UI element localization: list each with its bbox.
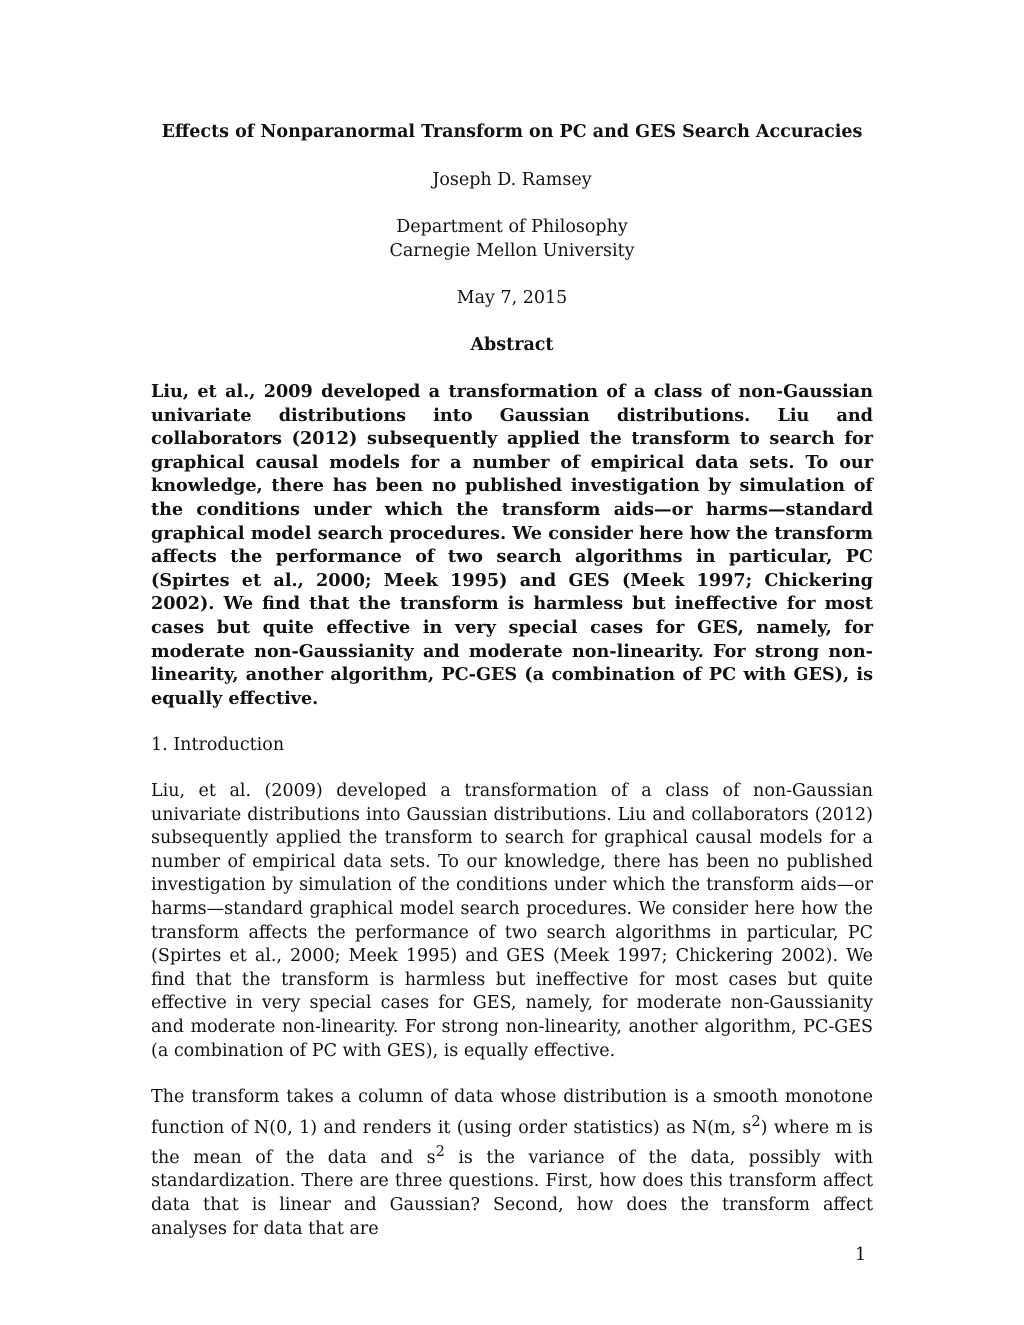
section-heading-introduction: 1. Introduction: [151, 735, 285, 755]
intro-paragraph-2-part3: is the variance of the data, possibly with standardization. There are three questions. First, how does this transform affect data that is linear and Gaussian? Second, how does the transform affect analyses for data that are: [151, 1147, 873, 1239]
abstract-heading: Abstract: [470, 335, 554, 355]
publication-date: May 7, 2015: [456, 288, 568, 308]
abstract-text: Liu, et al., 2009 developed a transformation of a class of non-Gaussian univariate distributions into Gaussian distributions. Liu and collaborators (2012) subsequently applied the transform to search for graphical causal models for a number of empirical data sets. To our knowledge, there has been no published investigation by simulation of the conditions under which the transform aids—or harms—standard graphical model search procedures. We consider here how the transform affects the performance of two search algorithms in particular, PC (Spirtes et al., 2000; Meek 1995) and GES (Meek 1997; Chickering 2002). We find that the transform is harmless but ineffective for most cases but quite effective in very special cases for GES, namely, for moderate non-Gaussianity and moderate non-linearity. For strong non-linearity, another algorithm, PC-GES (a combination of PC with GES), is equally effective.: [151, 381, 873, 709]
superscript-2: 2: [751, 1112, 761, 1130]
author-name: Joseph D. Ramsey: [432, 170, 592, 190]
paper-title: Effects of Nonparanormal Transform on PC and GES Search Accuracies: [161, 122, 863, 142]
intro-paragraph-2: [151, 1086, 873, 1241]
intro-paragraph-1: Liu, et al. (2009) developed a transformation of a class of non-Gaussian univariate distributions into Gaussian distributions. Liu and collaborators (2012) subsequently applied the transform to search for graphical causal models for a number of empirical data sets. To our knowledge, there has been no published investigation by simulation of the conditions under which the transform aids—or harms—standard graphical model search procedures. We consider here how the transform affects the performance of two search algorithms in particular, PC (Spirtes et al., 2000; Meek 1995) and GES (Meek 1997; Chickering 2002). We find that the transform is harmless but ineffective for most cases but quite effective in very special cases for GES, namely, for moderate non-Gaussianity and moderate non-linearity. For strong non-linearity, another algorithm, PC-GES (a combination of PC with GES), is equally effective.: [151, 781, 873, 1061]
affiliation-university: Carnegie Mellon University: [389, 241, 635, 261]
page-number: 1: [855, 1245, 867, 1265]
intro-paragraph-2-part1: The transform takes a column of data whose distribution is a smooth monotone function of N(0, 1) and renders it (using order statistics) as N(m, s: [151, 1087, 873, 1138]
intro-paragraph-2-part2: ) where m is the mean of the data and s: [151, 1117, 873, 1168]
affiliation-department: Department of Philosophy: [396, 217, 628, 237]
superscript-2: 2: [435, 1143, 445, 1161]
